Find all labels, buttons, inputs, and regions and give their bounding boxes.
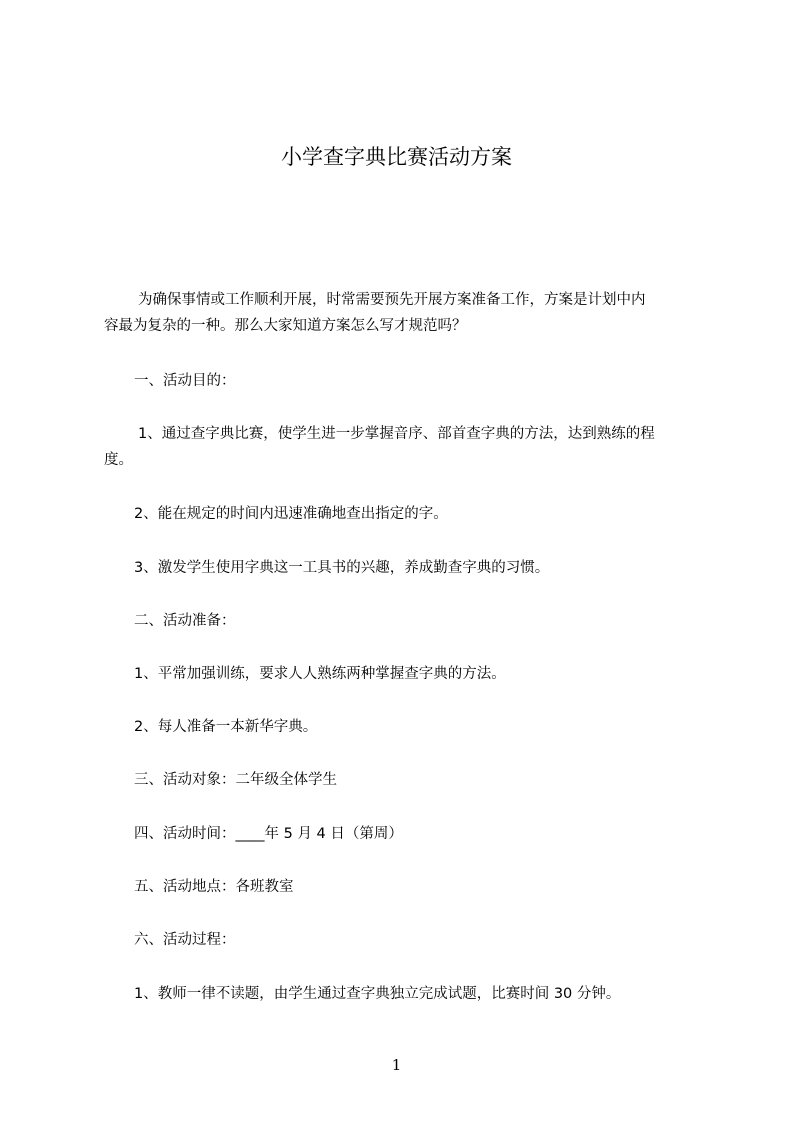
section-3: 三、活动对象：二年级全体学生 bbox=[134, 772, 337, 788]
section-5: 五、活动地点：各班教室 bbox=[134, 879, 294, 895]
intro-line-1: 为确保事情或工作顺利开展，时常需要预先开展方案准备工作，方案是计划中内 bbox=[138, 292, 646, 308]
section-4: 四、活动时间：____年 5 月 4 日（第周） bbox=[134, 826, 403, 842]
intro-paragraph bbox=[104, 287, 710, 339]
intro-line-2: 容最为复杂的一种。那么大家知道方案怎么写才规范吗？ bbox=[104, 318, 467, 334]
section-1-heading: 一、活动目的： bbox=[134, 373, 236, 389]
section-6-heading: 六、活动过程： bbox=[134, 932, 236, 948]
goal-2: 2、能在规定的时间内迅速准确地查出指定的字。 bbox=[134, 506, 448, 522]
document-title: 小学查字典比赛活动方案 bbox=[281, 145, 512, 169]
prep-1: 1、平常加强训练，要求人人熟练两种掌握查字典的方法。 bbox=[134, 666, 506, 682]
goal-1-line-2: 度。 bbox=[104, 452, 133, 468]
goal-1-paragraph bbox=[104, 421, 710, 473]
goal-1-line-1: 1、通过查字典比赛，使学生进一步掌握音序、部首查字典的方法，达到熟练的程 bbox=[138, 426, 655, 442]
prep-2: 2、每人准备一本新华字典。 bbox=[134, 719, 318, 735]
section-2-heading: 二、活动准备： bbox=[134, 613, 236, 629]
process-1: 1、教师一律不读题，由学生通过查字典独立完成试题，比赛时间 30 分钟。 bbox=[134, 986, 621, 1002]
page-number: 1 bbox=[391, 1056, 402, 1074]
goal-3: 3、激发学生使用字典这一工具书的兴趣，养成勤查字典的习惯。 bbox=[134, 560, 550, 576]
